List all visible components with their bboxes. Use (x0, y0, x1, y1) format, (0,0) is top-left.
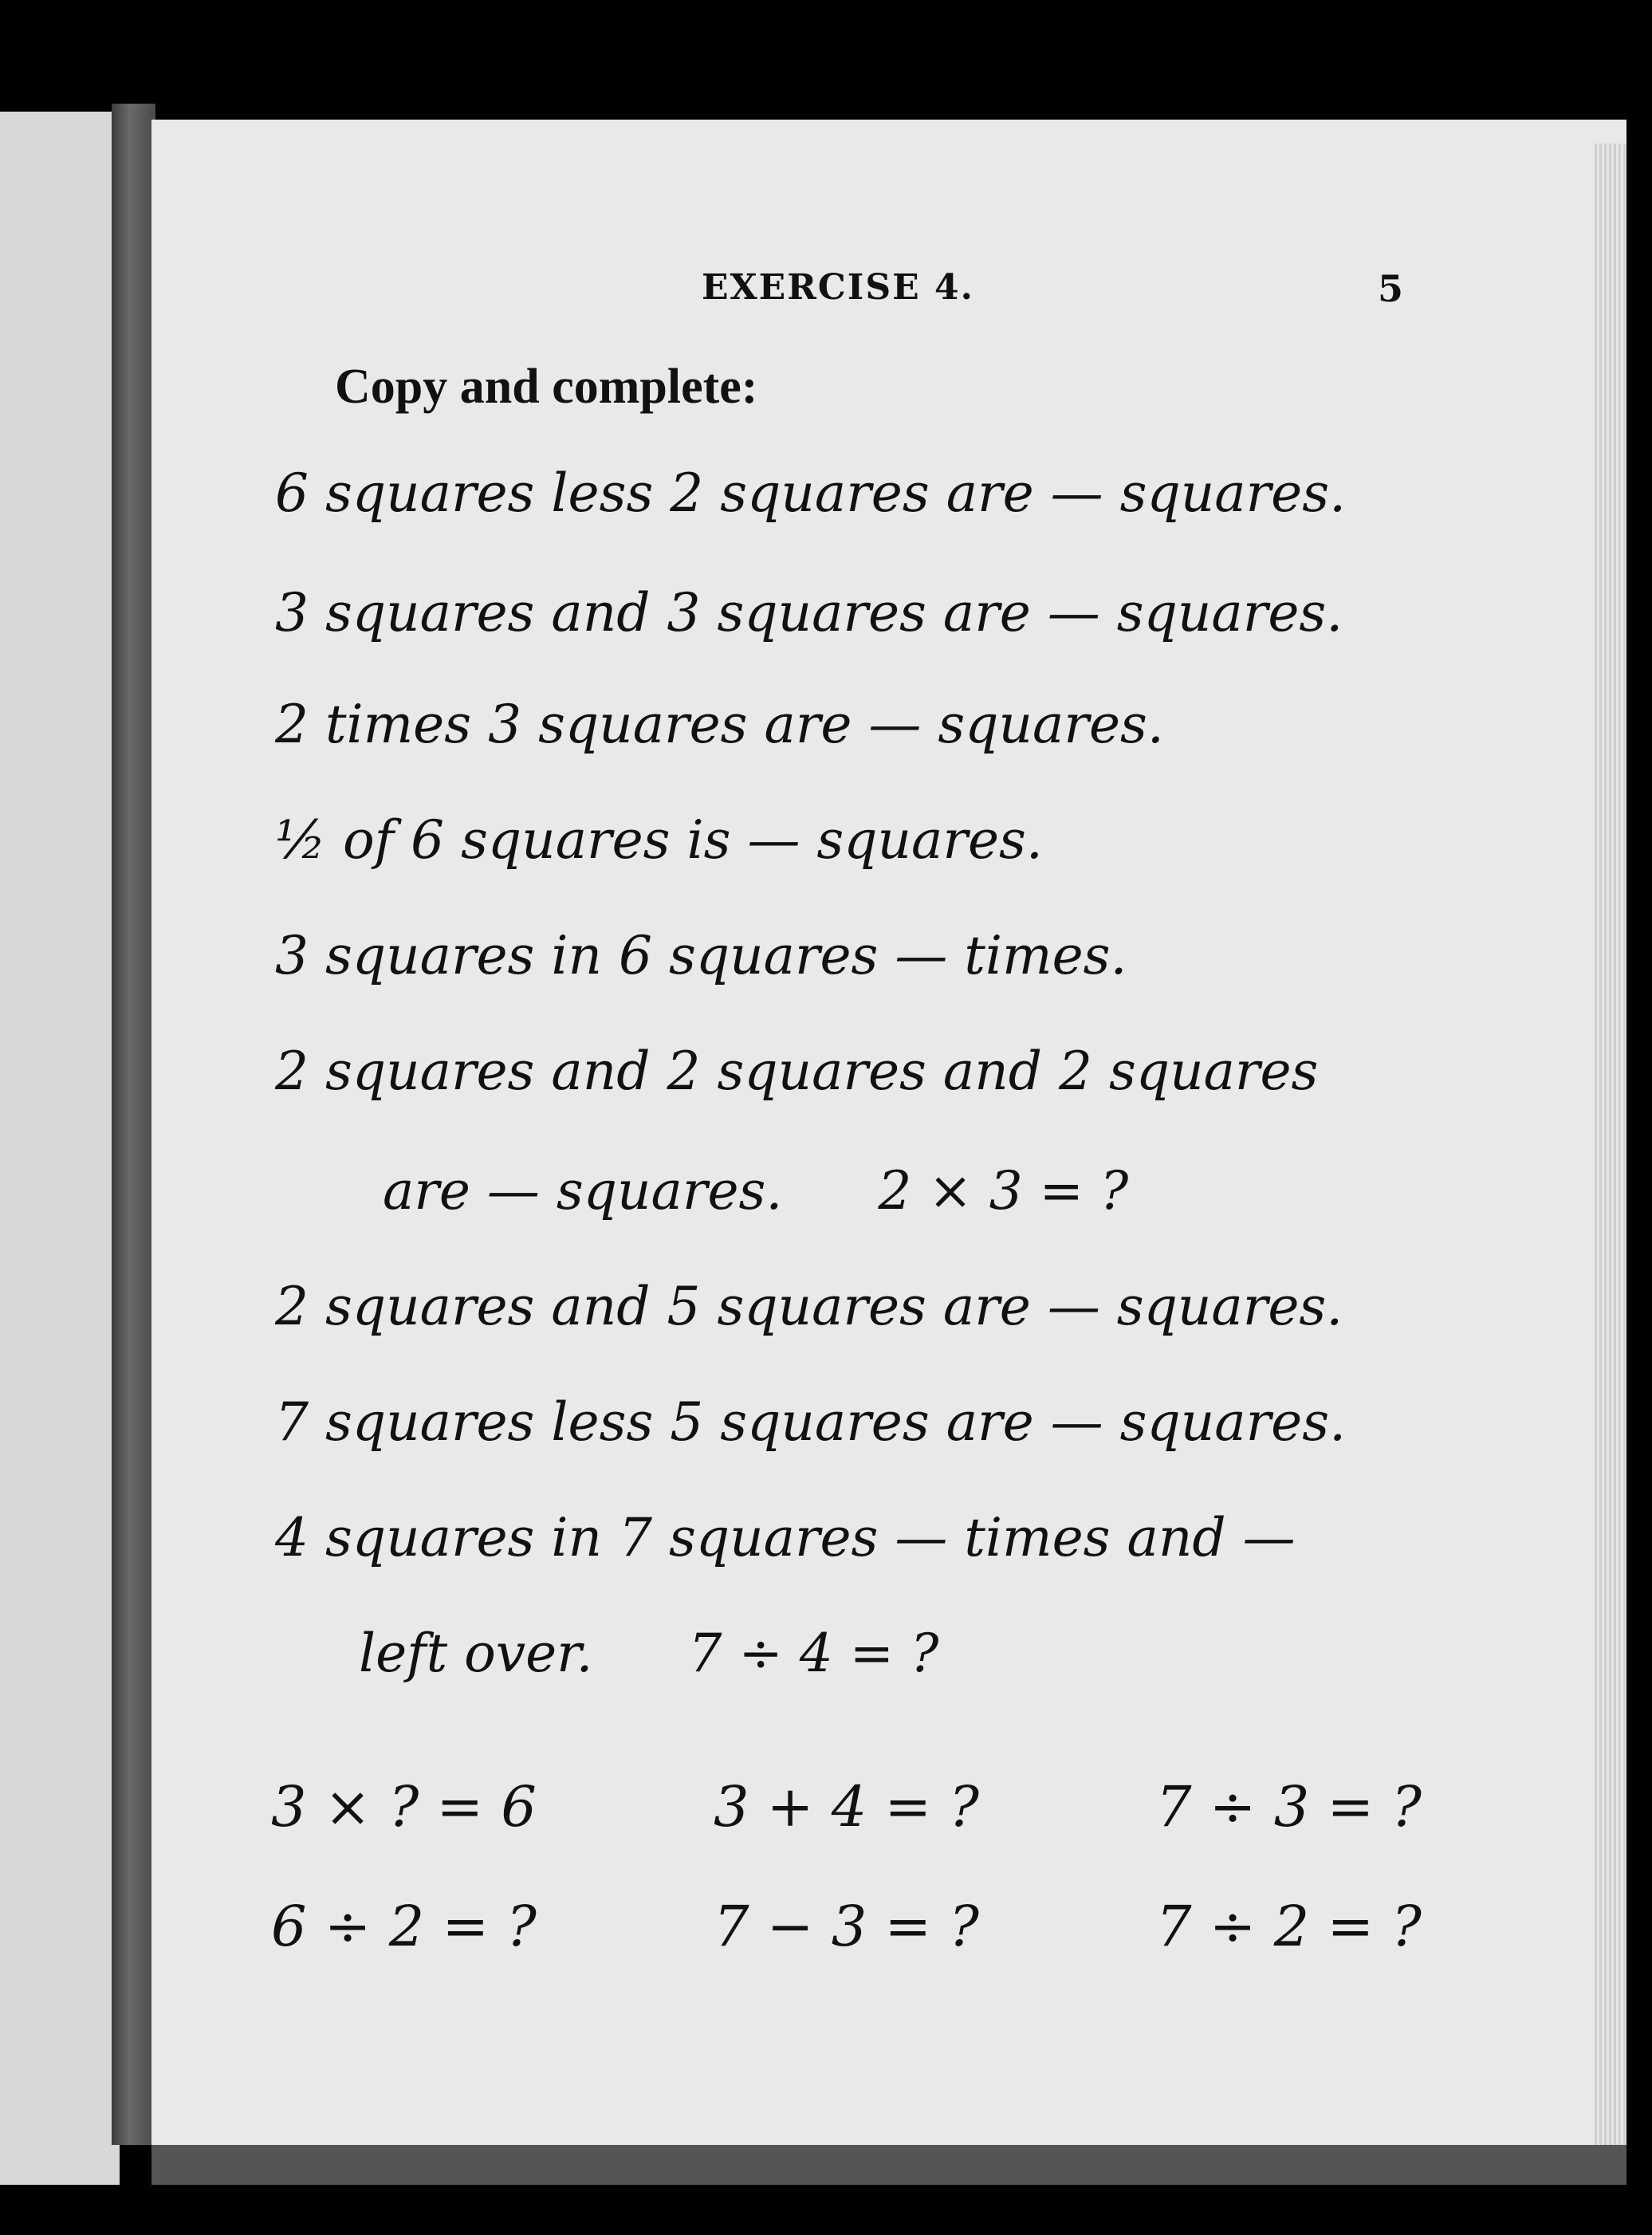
equation: 7 ÷ 2 = ? (1156, 1894, 1422, 1959)
equation: 3 + 4 = ? (714, 1774, 979, 1840)
exercise-line: ½ of 6 squares is — squares. (275, 809, 1043, 871)
inline-equation: 7 ÷ 4 = ? (688, 1623, 939, 1684)
inline-equation: 2 × 3 = ? (878, 1160, 1129, 1222)
line-text: are — squares. (383, 1160, 783, 1222)
page-number: 5 (1378, 267, 1404, 310)
exercise-line-continued (359, 1623, 938, 1684)
exercise-line: 2 times 3 squares are — squares. (275, 694, 1164, 755)
equation: 6 ÷ 2 = ? (271, 1894, 537, 1959)
bottom-shadow (151, 2145, 1626, 2185)
exercise-line: 3 squares and 3 squares are — squares. (275, 582, 1343, 643)
exercise-heading: EXERCISE 4. (702, 267, 974, 308)
equation: 3 × ? = 6 (271, 1774, 537, 1840)
exercise-line: 4 squares in 7 squares — times and — (275, 1507, 1296, 1568)
exercise-line: 2 squares and 5 squares are — squares. (275, 1276, 1343, 1337)
exercise-line: 6 squares less 2 squares are — squares. (275, 462, 1347, 524)
equation: 7 − 3 = ? (714, 1894, 979, 1959)
instruction: Copy and complete: (335, 360, 758, 414)
book-spine (112, 104, 155, 2145)
page (151, 120, 1626, 2185)
exercise-line: 7 squares less 5 squares are — squares. (275, 1391, 1347, 1453)
line-text: left over. (359, 1623, 593, 1684)
equation: 7 ÷ 3 = ? (1156, 1774, 1422, 1840)
page-fore-edge (1595, 144, 1626, 2169)
exercise-line-continued (383, 1160, 1128, 1222)
exercise-line: 2 squares and 2 squares and 2 squares (275, 1041, 1319, 1102)
exercise-line: 3 squares in 6 squares — times. (275, 925, 1127, 986)
facing-page-edge (0, 112, 120, 2185)
